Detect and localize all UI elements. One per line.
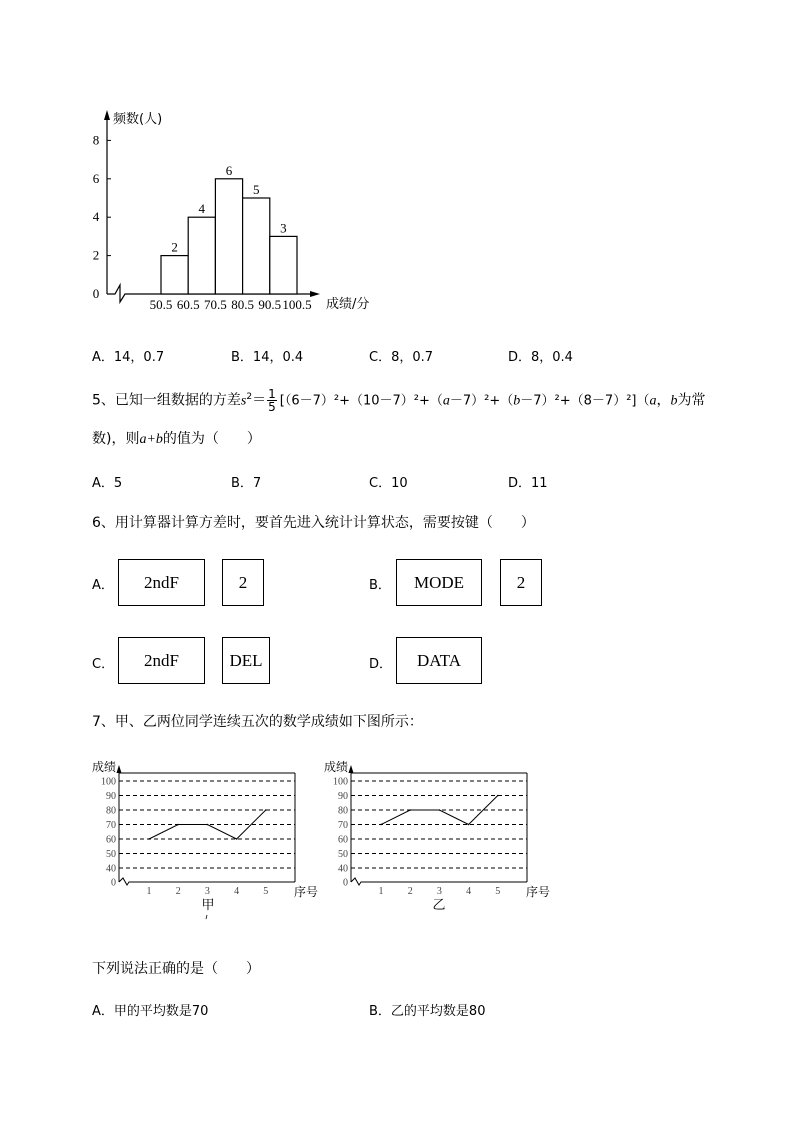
jia-y-tick-60: 60 — [106, 834, 116, 846]
q6-stem: 6、用计算器计算方差时，要首先进入统计计算状态，需要按键（ ） — [92, 515, 535, 531]
fraction-numerator: 1 — [268, 387, 276, 401]
histogram-bar — [243, 198, 270, 294]
yi-y-tick-70: 70 — [338, 820, 348, 831]
q4-option-c[interactable]: C．8，0.7 — [369, 350, 434, 365]
histogram-bar-label: 4 — [198, 201, 206, 217]
q4-option-d[interactable]: D．8，0.4 — [508, 350, 573, 365]
histogram-bars — [161, 163, 297, 294]
q5-formula-part2: －7）²+（ — [449, 393, 514, 409]
histogram-x-tick-70.5: 70.5 — [204, 297, 227, 312]
jia-data-point — [148, 838, 150, 840]
key-del-c[interactable]: DEL — [222, 637, 270, 684]
jia-x-axis — [119, 878, 295, 885]
histogram-x-label: 成绩/分 — [326, 297, 370, 312]
var-b-2: b — [670, 393, 678, 409]
var-b: b — [513, 393, 521, 409]
histogram-bar — [215, 179, 242, 294]
line-chart-jia — [90, 755, 325, 920]
yi-data-point — [409, 809, 411, 811]
yi-x-tick-1: 1 — [378, 886, 384, 897]
jia-y-label: 成绩 — [92, 760, 117, 774]
histogram-x-tick-100.5: 100.5 — [282, 297, 312, 312]
histogram-bar-label: 5 — [252, 182, 260, 197]
line-chart-yi — [322, 755, 557, 920]
histogram-x-ticks — [150, 297, 312, 312]
variance-exponent: 2 — [246, 391, 253, 402]
histogram-x-tick-50.5: 50.5 — [149, 297, 173, 312]
yi-data-point — [497, 795, 499, 797]
histogram-bar — [161, 256, 188, 294]
yi-data-point — [439, 809, 441, 811]
jia-x-tick-2: 2 — [175, 886, 181, 897]
jia-data-point — [177, 824, 179, 826]
jia-y-tick-70: 70 — [106, 820, 116, 831]
jia-y-tick-90: 90 — [106, 791, 116, 802]
q4-option-a[interactable]: A．14，0.7 — [92, 350, 165, 365]
fraction-one-fifth — [267, 388, 277, 413]
yi-data-point — [468, 824, 470, 826]
key-2ndf-a[interactable]: 2ndF — [118, 559, 205, 606]
q5-line2-end: 的值为（ ） — [162, 431, 261, 447]
jia-x-tick-5: 5 — [263, 886, 269, 897]
q6-option-c-label[interactable]: C． — [92, 657, 115, 672]
jia-y-tick-40: 40 — [106, 863, 116, 875]
jia-data-point — [265, 809, 267, 811]
jia-x-label: 序号 — [294, 885, 319, 899]
jia-caption-mark — [206, 915, 207, 919]
histogram-x-tick-90.5: 90.5 — [258, 297, 282, 312]
jia-x-tick-4: 4 — [234, 886, 240, 897]
histogram-bar — [188, 217, 215, 294]
yi-x-tick-4: 4 — [466, 886, 472, 897]
q5-formula-part3: －7）²+（8－7）²]（ — [520, 393, 650, 409]
key-2-a[interactable]: 2 — [222, 559, 264, 606]
q5-stem-end: 为常 — [677, 392, 706, 409]
q7-question: 下列说法正确的是（ ） — [92, 961, 260, 977]
q5-option-d[interactable]: D．11 — [508, 476, 548, 491]
jia-caption: 甲 — [201, 898, 215, 913]
frequency-histogram — [88, 108, 388, 318]
q7-option-b[interactable]: B．乙的平均数是80 — [369, 1004, 486, 1019]
histogram-bar-label: 3 — [280, 220, 287, 236]
yi-y-tick-90: 90 — [338, 791, 348, 802]
q5-stem-line2 — [92, 428, 261, 448]
jia-y-arrow-icon — [117, 765, 122, 773]
histogram-bar-label: 2 — [171, 239, 178, 255]
q5-option-b[interactable]: B．7 — [231, 476, 262, 491]
q6-option-d-label[interactable]: D． — [369, 657, 393, 672]
histogram-y-tick-8: 8 — [92, 132, 100, 148]
comma: ， — [656, 392, 671, 409]
yi-y-tick-60: 60 — [338, 834, 348, 846]
histogram-y-tick-2: 2 — [92, 247, 100, 263]
q6-option-a-label[interactable]: A． — [92, 578, 114, 593]
fraction-denominator: 5 — [268, 400, 276, 414]
y-axis-arrow-icon — [104, 110, 110, 120]
jia-data-point — [236, 838, 238, 840]
q5-option-c[interactable]: C．10 — [369, 476, 408, 491]
jia-data-point — [207, 824, 209, 826]
yi-x-axis — [351, 878, 527, 885]
q6-option-b-label[interactable]: B． — [369, 578, 391, 593]
key-mode-b[interactable]: MODE — [396, 559, 482, 606]
histogram-x-tick-80.5: 80.5 — [231, 297, 254, 312]
histogram-y-label: 频数(人) — [113, 112, 163, 127]
q5-stem-start: 5、已知一组数据的方差 — [92, 392, 241, 409]
histogram-x-tick-60.5: 60.5 — [176, 297, 200, 312]
q5-formula-part1: [（6－7）²+（10－7）²+（ — [279, 393, 443, 409]
yi-y-label: 成绩 — [324, 760, 349, 774]
yi-y-tick-0: 0 — [343, 877, 348, 889]
jia-y-tick-50: 50 — [106, 849, 116, 860]
q5-option-a[interactable]: A．5 — [92, 476, 123, 491]
variance-symbol: s — [240, 393, 247, 409]
yi-x-tick-3: 3 — [436, 886, 442, 897]
yi-x-tick-2: 2 — [407, 886, 413, 897]
yi-y-tick-80: 80 — [338, 805, 348, 817]
q7-stem: 7、甲、乙两位同学连续五次的数学成绩如下图所示： — [92, 714, 423, 730]
jia-y-tick-0: 0 — [111, 877, 116, 889]
key-2ndf-c[interactable]: 2ndF — [118, 637, 205, 684]
jia-x-tick-1: 1 — [146, 886, 152, 897]
equals-sign: ＝ — [252, 392, 267, 409]
var-a-2: a — [649, 393, 657, 409]
var-a: a — [442, 393, 450, 409]
q7-option-a[interactable]: A．甲的平均数是70 — [92, 1004, 209, 1019]
histogram-y-ticks — [93, 132, 111, 301]
q5-line2-start: 数)，则 — [92, 431, 140, 447]
histogram-y-tick-4: 4 — [92, 209, 100, 225]
yi-y-tick-100: 100 — [333, 776, 348, 788]
histogram-y-tick-6: 6 — [92, 170, 100, 186]
jia-y-tick-100: 100 — [101, 776, 116, 788]
histogram-bar-label: 6 — [225, 162, 233, 178]
key-2-b[interactable]: 2 — [500, 559, 542, 606]
yi-y-tick-40: 40 — [338, 863, 348, 875]
var-sum: a+b — [139, 432, 163, 447]
histogram-y-tick-0: 0 — [92, 286, 100, 301]
jia-x-tick-3: 3 — [204, 886, 210, 897]
yi-y-tick-50: 50 — [338, 849, 348, 860]
yi-x-label: 序号 — [526, 885, 551, 899]
histogram-bar — [270, 236, 297, 294]
jia-y-tick-80: 80 — [106, 805, 116, 817]
yi-y-arrow-icon — [349, 765, 354, 773]
q4-option-b[interactable]: B．14，0.4 — [231, 350, 304, 365]
key-data-d[interactable]: DATA — [396, 637, 482, 684]
q5-stem-line1 — [92, 388, 705, 413]
yi-caption: 乙 — [432, 898, 446, 913]
yi-data-point — [380, 824, 382, 826]
yi-x-tick-5: 5 — [495, 886, 501, 897]
